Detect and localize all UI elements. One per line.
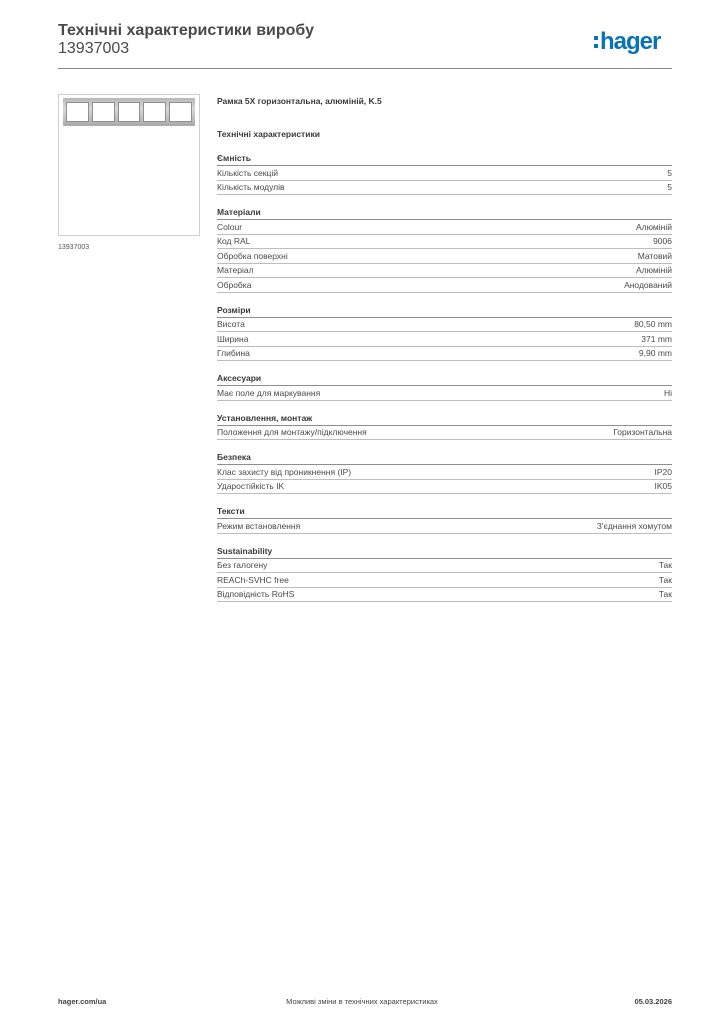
spec-section-heading: Технічні характеристики xyxy=(217,129,320,139)
spec-group xyxy=(217,153,672,195)
spec-row xyxy=(217,249,672,264)
spec-label: REACh-SVHC free xyxy=(217,574,289,585)
spec-group xyxy=(217,546,672,603)
spec-label: Кількість секцій xyxy=(217,167,278,178)
spec-row xyxy=(217,559,672,574)
spec-value: З'єднання хомутом xyxy=(596,520,672,531)
spec-label: Матеріал xyxy=(217,265,254,276)
spec-label: Має поле для маркування xyxy=(217,387,321,398)
spec-label: Без галогену xyxy=(217,560,268,571)
spec-value: 9,90 mm xyxy=(638,348,672,359)
spec-label: Висота xyxy=(217,319,245,330)
spec-value: Алюміній xyxy=(636,265,672,276)
logo-wordmark: hager xyxy=(600,28,661,55)
spec-label: Ударостійкість IK xyxy=(217,481,285,492)
spec-group-title: Ємність xyxy=(217,153,672,166)
spec-group-title: Аксесуари xyxy=(217,373,672,386)
spec-label: Положення для монтажу/підключення xyxy=(217,427,367,438)
spec-group xyxy=(217,452,672,494)
footer-date: 05.03.2026 xyxy=(634,997,672,1006)
spec-row xyxy=(217,480,672,495)
header-divider xyxy=(58,68,672,69)
product-name: Рамка 5X горизонтальна, алюміній, K.5 xyxy=(217,96,382,106)
spec-label: Colour xyxy=(217,221,243,232)
spec-value: Так xyxy=(658,589,672,600)
spec-row xyxy=(217,181,672,196)
spec-row xyxy=(217,386,672,401)
spec-label: Обробка xyxy=(217,279,252,290)
spec-row xyxy=(217,264,672,279)
spec-group-title: Безпека xyxy=(217,452,672,465)
spec-value: Так xyxy=(658,574,672,585)
spec-content xyxy=(217,96,672,602)
spec-groups xyxy=(217,153,672,602)
spec-row xyxy=(217,573,672,588)
spec-row xyxy=(217,426,672,441)
hager-logo[interactable] xyxy=(594,30,660,54)
image-caption: 13937003 xyxy=(58,244,90,251)
spec-group-title: Розміри xyxy=(217,305,672,318)
spec-label: Обробка поверхні xyxy=(217,250,288,261)
spec-group-title: Sustainability xyxy=(217,546,672,559)
spec-group-title: Тексти xyxy=(217,506,672,519)
spec-value: IK05 xyxy=(654,481,672,492)
spec-label: Кількість модулів xyxy=(217,182,285,193)
spec-row xyxy=(217,332,672,347)
spec-value: 371 mm xyxy=(641,333,672,344)
spec-group xyxy=(217,373,672,401)
spec-label: Код RAL xyxy=(217,236,251,247)
spec-value: 80,50 mm xyxy=(634,319,672,330)
spec-value: Ні xyxy=(663,387,672,398)
logo-dots-icon xyxy=(594,36,598,48)
spec-value: Матовий xyxy=(637,250,672,261)
footer-disclaimer: Можливі зміни в технічних характеристиках xyxy=(286,997,438,1006)
spec-label: Відповідність RoHS xyxy=(217,589,295,600)
spec-value: Горизонтальна xyxy=(613,427,672,438)
spec-row xyxy=(217,220,672,235)
spec-value: 9006 xyxy=(653,236,672,247)
spec-row xyxy=(217,318,672,333)
spec-row xyxy=(217,519,672,534)
spec-group xyxy=(217,305,672,362)
spec-row xyxy=(217,235,672,250)
spec-value: Анодований xyxy=(624,279,672,290)
spec-value: Алюміній xyxy=(636,221,672,232)
spec-group-title: Матеріали xyxy=(217,207,672,220)
product-code: 13937003 xyxy=(58,40,130,57)
spec-row xyxy=(217,278,672,293)
spec-group xyxy=(217,506,672,534)
footer-website[interactable]: hager.com/ua xyxy=(58,997,107,1006)
spec-value: IP20 xyxy=(654,466,672,477)
spec-row xyxy=(217,347,672,362)
spec-group xyxy=(217,413,672,441)
spec-label: Глибина xyxy=(217,348,250,359)
spec-label: Режим встановлення xyxy=(217,520,301,531)
spec-row xyxy=(217,588,672,603)
spec-value: Так xyxy=(658,560,672,571)
spec-value: 5 xyxy=(667,182,672,193)
spec-label: Ширина xyxy=(217,333,249,344)
spec-value: 5 xyxy=(667,167,672,178)
spec-row xyxy=(217,465,672,480)
page-title: Технічні характеристики виробу xyxy=(58,22,314,39)
spec-row xyxy=(217,166,672,181)
product-image xyxy=(58,94,200,236)
spec-label: Клас захисту від проникнення (IP) xyxy=(217,466,352,477)
spec-group-title: Установлення, монтаж xyxy=(217,413,672,426)
frame-5x-icon xyxy=(63,98,195,126)
spec-group xyxy=(217,207,672,293)
